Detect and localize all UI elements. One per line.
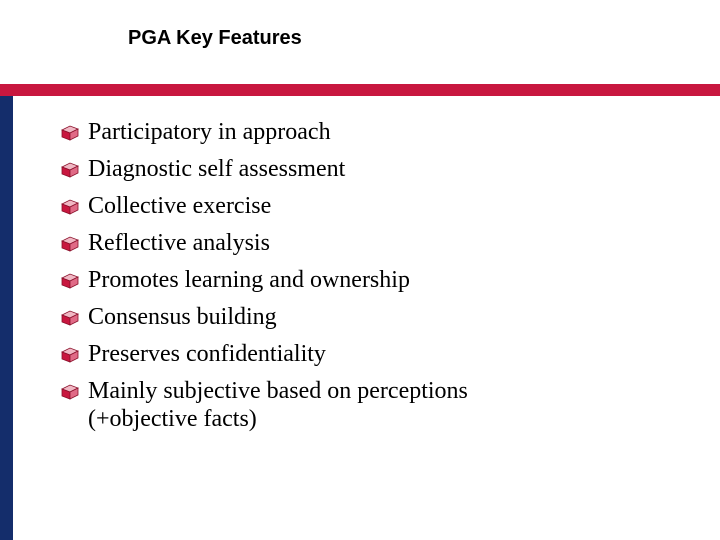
cube-bullet-icon bbox=[60, 162, 80, 178]
cube-bullet-icon bbox=[60, 125, 80, 141]
bullet-text: Collective exercise bbox=[88, 193, 272, 219]
bullet-list bbox=[60, 114, 468, 434]
bullet-text: Participatory in approach bbox=[88, 119, 331, 145]
cube-bullet-icon bbox=[60, 310, 80, 326]
bullet-item bbox=[60, 151, 468, 188]
cube-bullet-icon bbox=[60, 199, 80, 215]
cube-bullet-icon bbox=[60, 236, 80, 252]
bullet-text: Mainly subjective based on perceptions bbox=[88, 378, 468, 404]
bullet-item bbox=[60, 114, 468, 151]
cube-bullet-icon bbox=[60, 384, 80, 400]
bullet-text: Reflective analysis bbox=[88, 230, 270, 256]
bullet-item bbox=[60, 299, 468, 336]
bullet-text: Preserves confidentiality bbox=[88, 341, 326, 367]
header-divider-bar bbox=[0, 84, 720, 96]
bullet-continuation-text: (+objective facts) bbox=[88, 406, 257, 432]
left-accent-bar bbox=[0, 96, 13, 540]
bullet-item bbox=[60, 225, 468, 262]
bullet-item bbox=[60, 262, 468, 299]
bullet-text: Diagnostic self assessment bbox=[88, 156, 346, 182]
cube-bullet-icon bbox=[60, 273, 80, 289]
bullet-item bbox=[60, 373, 468, 434]
cube-bullet-icon bbox=[60, 347, 80, 363]
bullet-text: Consensus building bbox=[88, 304, 277, 330]
slide-title: PGA Key Features bbox=[128, 27, 302, 49]
bullet-text: Promotes learning and ownership bbox=[88, 267, 410, 293]
bullet-item bbox=[60, 336, 468, 373]
bullet-item bbox=[60, 188, 468, 225]
